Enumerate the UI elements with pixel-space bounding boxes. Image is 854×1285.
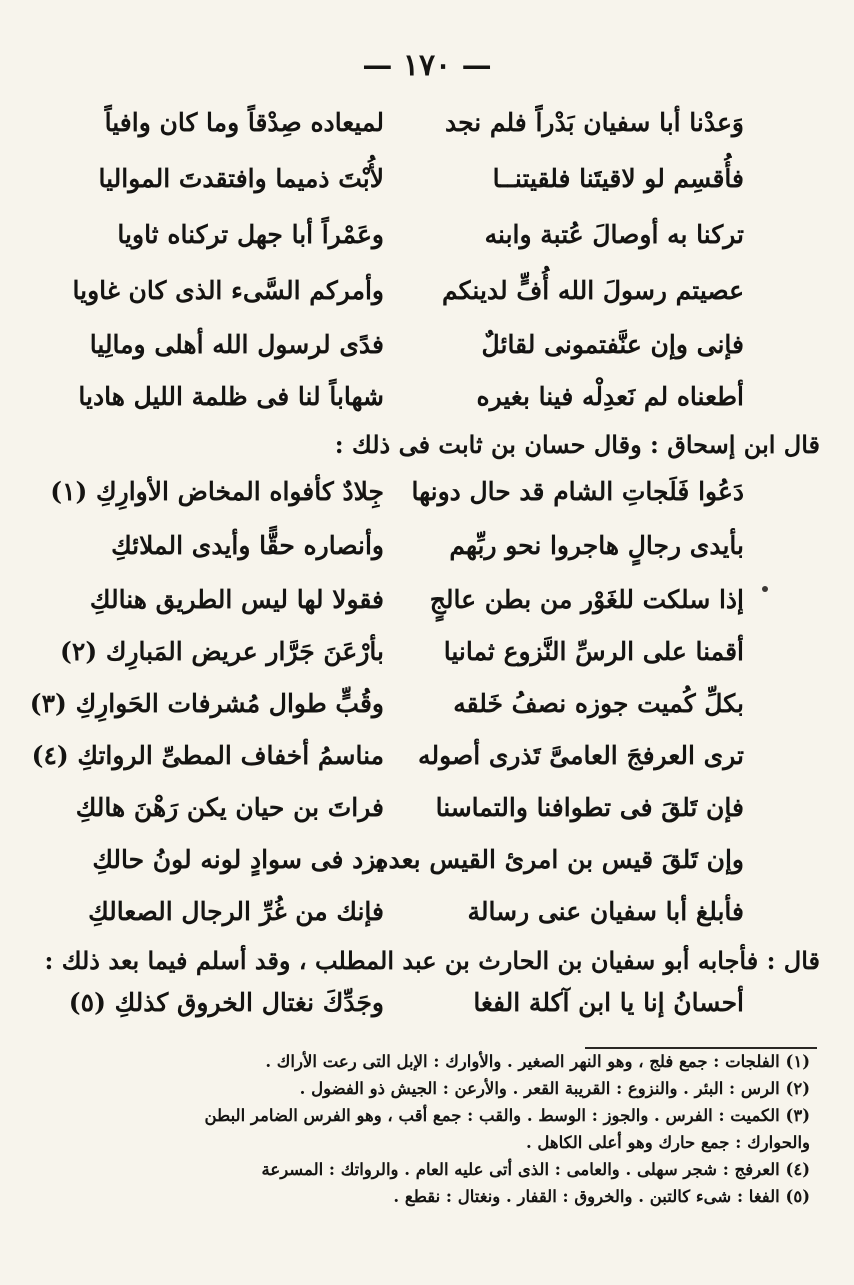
verse bbox=[0, 689, 854, 741]
verse-second-hemistich: بأرْعَنَ جَرَّار عريض المَبارِك (٢) bbox=[60, 637, 384, 666]
verse-second-hemistich: جِلادٌ كأفواه المخاض الأوارِكِ (١) bbox=[50, 477, 384, 506]
verse-first-hemistich: تركنا به أوصالَ عُتبة وابنه bbox=[484, 220, 744, 249]
verse-first-hemistich: إذا سلكت للغَوْر من بطن عالجٍ bbox=[429, 585, 744, 614]
verse-second-hemistich: فإنك من غُرِّ الرجال الصعالكِ bbox=[88, 897, 384, 926]
verse-first-hemistich: بأيدى رجالٍ هاجروا نحو ربِّهم bbox=[449, 531, 744, 560]
verse-second-hemistich: وعَمْراً أبا جهل تركناه ثاويا bbox=[117, 220, 384, 249]
verse-first-hemistich: فإن تَلقَ فى تطوافنا والتماسنا bbox=[435, 793, 744, 822]
verse-first-hemistich: وَعدْنا أبا سفيان بَدْراً فلم نجد bbox=[444, 108, 744, 137]
footnote: (٤) العرفج : شجر سهلى . والعامى : الذى أتى عليه العام . والرواتك : المسرعة bbox=[261, 1160, 810, 1179]
verse-first-hemistich: فأبلغ أبا سفيان عنى رسالة bbox=[467, 897, 744, 926]
verse-second-hemistich: وأمركم السَّىء الذى كان غاويا bbox=[72, 276, 384, 305]
footnote: (٥) الفغا : شىء كالتبن . والخروق : القفار . ونغتال : نقطع . bbox=[393, 1187, 810, 1206]
verse-second-hemistich: وأنصاره حقًّا وأيدى الملائكِ bbox=[111, 531, 384, 560]
verse-first-hemistich: أطعناه لم نَعدِلْه فينا بغيره bbox=[476, 382, 744, 411]
verse bbox=[0, 382, 854, 434]
verse-second-hemistich: فدًى لرسول الله أهلى ومالِيا bbox=[89, 330, 384, 359]
intro-line: قال ابن إسحاق : وقال حسان بن ثابت فى ذلك : bbox=[334, 430, 820, 459]
verse-second-hemistich: مناسمُ أخفاف المطىِّ الرواتكِ (٤) bbox=[31, 741, 384, 770]
verse-second-hemistich: فراتَ بن حيان يكن رَهْنَ هالكِ bbox=[75, 793, 384, 822]
verse-second-hemistich: يزد فى سوادٍ لونه لونُ حالكِ bbox=[92, 845, 384, 874]
verse bbox=[0, 330, 854, 382]
footnote: والحوارك : جمع حارك وهو أعلى الكاهل . bbox=[525, 1133, 810, 1152]
verse bbox=[0, 276, 854, 328]
verse-first-hemistich: أحسانُ إنا يا ابن آكلة الفغا bbox=[473, 988, 744, 1017]
verse bbox=[0, 477, 854, 529]
intro-line: قال : فأجابه أبو سفيان بن الحارث بن عبد المطلب ، وقد أسلم فيما بعد ذلك : bbox=[44, 946, 820, 975]
page-number: — ١٧٠ — bbox=[362, 48, 492, 83]
footnotes bbox=[20, 1048, 810, 1210]
verse-first-hemistich: بكلِّ كُميت جوزه نصفُ خَلقه bbox=[453, 689, 744, 718]
verse-first-hemistich: ترى العرفجَ العامىَّ تَذرى أصوله bbox=[418, 741, 744, 770]
verse-second-hemistich: وقُبٍّ طوال مُشرفات الحَوارِكِ (٣) bbox=[29, 689, 384, 718]
verse-second-hemistich: لميعاده صِدْقاً وما كان وافياً bbox=[104, 108, 384, 137]
footnote: (٣) الكميت : الفرس . والجوز : الوسط . والقب : جمع أقب ، وهو الفرس الضامر البطن bbox=[204, 1106, 810, 1125]
verse-first-hemistich: فإنى وإن عنَّفتمونى لقائلٌ bbox=[481, 330, 744, 359]
verse bbox=[0, 108, 854, 160]
verse bbox=[0, 793, 854, 845]
verse-first-hemistich: وإن تَلقَ قيس بن امرئ القيس بعده bbox=[375, 845, 744, 874]
footnote: (١) الفلجات : جمع فلج ، وهو النهر الصغير . والأوارك : الإبل التى رعت الأراك . bbox=[265, 1052, 810, 1071]
verse-second-hemistich: فقولا لها ليس الطريق هنالكِ bbox=[89, 585, 384, 614]
verse-first-hemistich: عصيتم رسولَ الله أُفٍّ لدينكم bbox=[441, 276, 744, 305]
verse-second-hemistich: وجَدِّكَ نغتال الخروق كذلكِ (٥) bbox=[68, 988, 384, 1017]
verse bbox=[0, 988, 854, 1040]
verse bbox=[0, 897, 854, 949]
margin-dot bbox=[762, 586, 768, 592]
verse-first-hemistich: دَعُوا فَلَجاتِ الشام قد حال دونها bbox=[411, 477, 744, 506]
verse-second-hemistich: لأُبْتَ ذميما وافتقدتَ المواليا bbox=[98, 164, 384, 193]
footnote: (٢) الرس : البئر . والنزوع : القريبة القعر . والأرعن : الجيش ذو الفضول . bbox=[299, 1079, 810, 1098]
verse bbox=[0, 637, 854, 689]
verse-first-hemistich: فأُقسِم لو لاقيتَنا فلقيتنــا bbox=[492, 164, 744, 193]
verse bbox=[0, 845, 854, 897]
verse bbox=[0, 531, 854, 583]
verse-second-hemistich: شهاباً لنا فى ظلمة الليل هاديا bbox=[78, 382, 384, 411]
verse-first-hemistich: أقمنا على الرسِّ النَّزوع ثمانيا bbox=[443, 637, 744, 666]
verse bbox=[0, 585, 854, 637]
verse bbox=[0, 741, 854, 793]
verse bbox=[0, 220, 854, 272]
verse bbox=[0, 164, 854, 216]
